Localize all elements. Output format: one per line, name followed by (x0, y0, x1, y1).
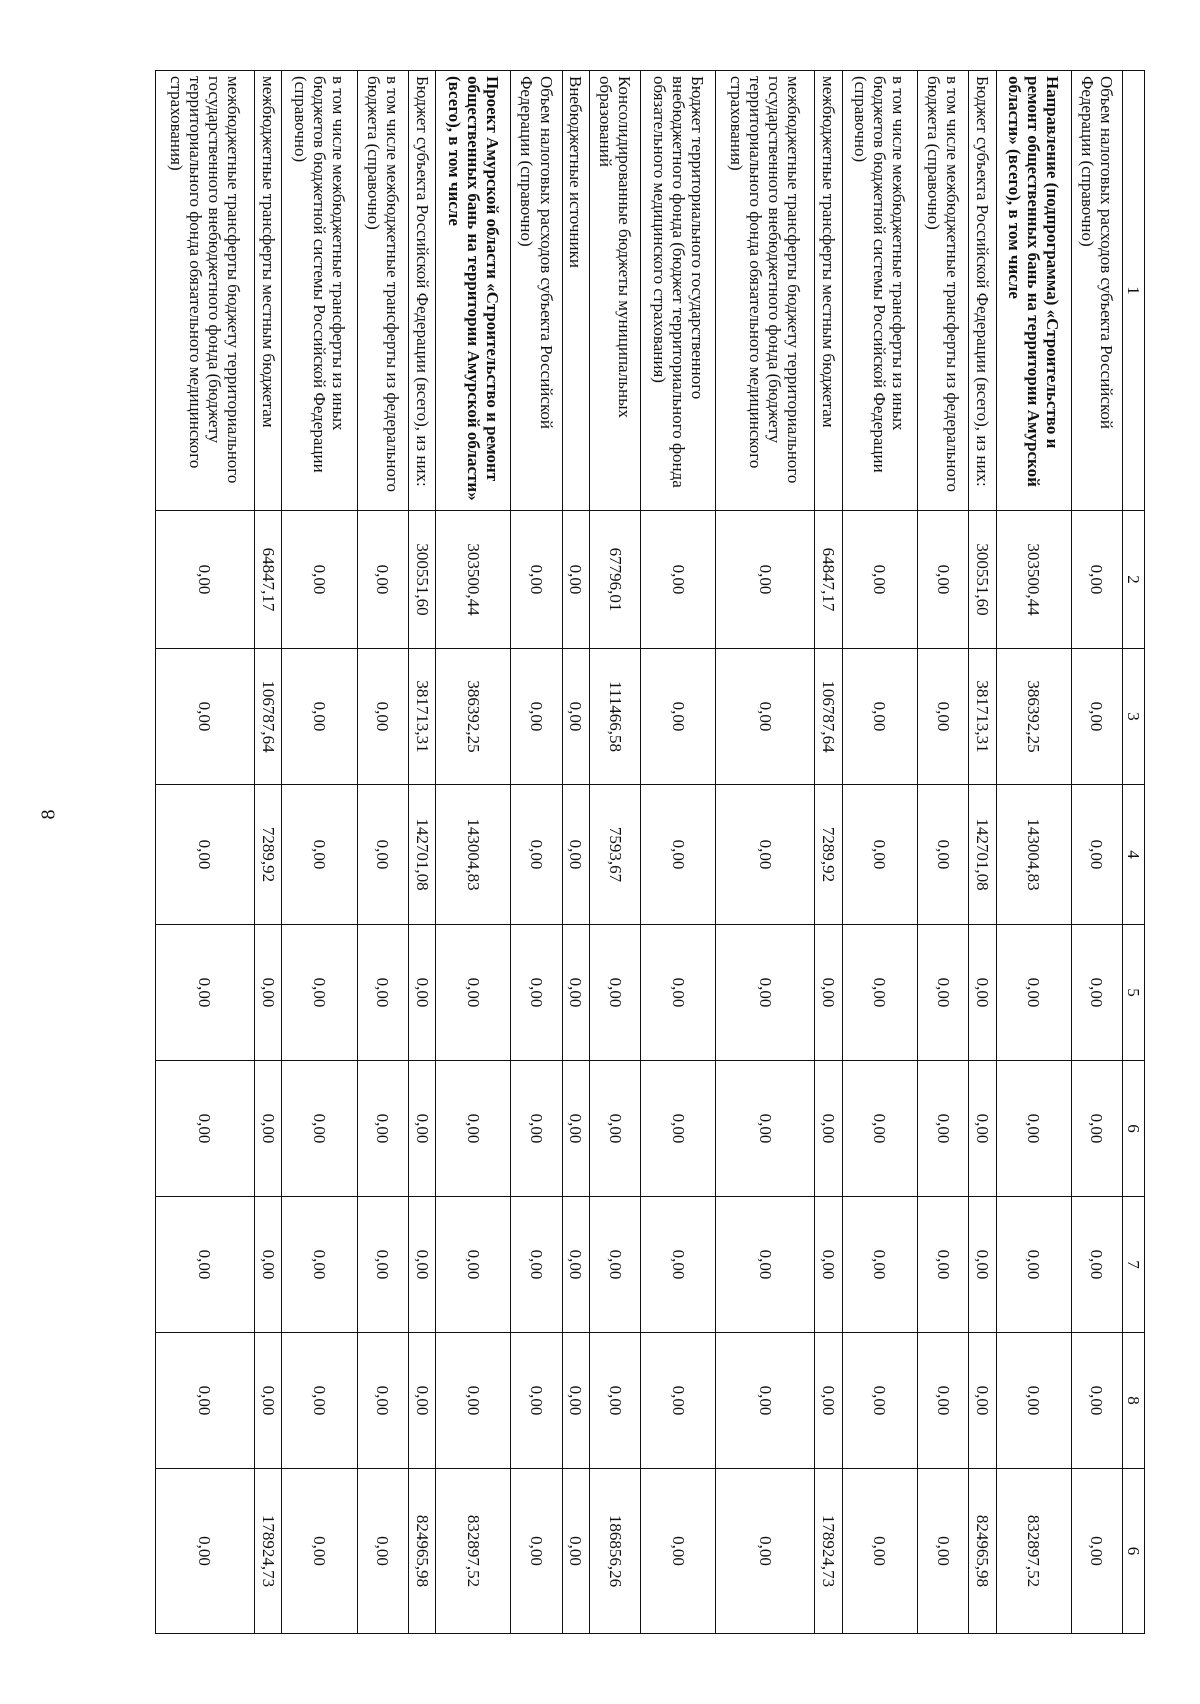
value-cell: 0,00 (996, 1197, 1071, 1333)
value-cell: 0,00 (357, 1333, 408, 1469)
table-row (641, 71, 716, 1634)
row-label: Бюджет субъекта Российской Федерации (всего), из них: (408, 71, 436, 511)
value-cell: 0,00 (716, 1333, 815, 1469)
column-header: 4 (1123, 785, 1145, 925)
value-cell: 0,00 (641, 1197, 716, 1333)
value-cell: 0,00 (641, 1061, 716, 1197)
value-cell: 303500,44 (436, 511, 511, 649)
value-cell: 111466,58 (590, 649, 641, 785)
value-cell: 67796,01 (590, 511, 641, 649)
value-cell: 0,00 (716, 1469, 815, 1634)
value-cell: 300551,60 (408, 511, 436, 649)
value-cell: 0,00 (562, 785, 590, 925)
table-row (716, 71, 815, 1634)
value-cell: 0,00 (562, 1197, 590, 1333)
value-cell: 0,00 (408, 1061, 436, 1197)
value-cell: 0,00 (282, 1061, 357, 1197)
table-row (996, 71, 1071, 1634)
value-cell: 0,00 (511, 1197, 562, 1333)
value-cell: 824965,98 (408, 1469, 436, 1634)
value-cell: 0,00 (815, 1197, 843, 1333)
value-cell: 0,00 (282, 785, 357, 925)
value-cell: 0,00 (511, 649, 562, 785)
column-header: 8 (1123, 1333, 1145, 1469)
value-cell: 0,00 (562, 511, 590, 649)
row-label: Внебюджетные источники (562, 71, 590, 511)
table-row (357, 71, 408, 1634)
value-cell: 0,00 (842, 1197, 917, 1333)
value-cell: 106787,64 (815, 649, 843, 785)
value-cell: 0,00 (1071, 1469, 1122, 1634)
value-cell: 0,00 (156, 785, 255, 925)
value-cell: 7289,92 (254, 785, 282, 925)
row-label: в том числе межбюджетные трансферты из иных бюджетов бюджетной системы Российской Федерации (справочно) (282, 71, 357, 511)
value-cell: 0,00 (842, 1061, 917, 1197)
value-cell: 0,00 (917, 1061, 968, 1197)
column-header: 7 (1123, 1197, 1145, 1333)
column-header: 5 (1123, 925, 1145, 1061)
value-cell: 0,00 (357, 1469, 408, 1634)
value-cell: 0,00 (969, 1333, 997, 1469)
value-cell: 0,00 (282, 511, 357, 649)
value-cell: 142701,08 (408, 785, 436, 925)
value-cell: 0,00 (156, 1333, 255, 1469)
table-row (408, 71, 436, 1634)
table-row (282, 71, 357, 1634)
column-header: 6 (1123, 1061, 1145, 1197)
row-label: межбюджетные трансферты местным бюджетам (815, 71, 843, 511)
value-cell: 0,00 (282, 925, 357, 1061)
value-cell: 0,00 (917, 649, 968, 785)
row-label: Направление (подпрограмма) «Строительство и ремонт общественных бань на территории Амурской области» (всего), в том числе (996, 71, 1071, 511)
value-cell: 0,00 (156, 511, 255, 649)
value-cell: 386392,25 (436, 649, 511, 785)
value-cell: 0,00 (842, 649, 917, 785)
value-cell: 0,00 (590, 1061, 641, 1197)
value-cell: 824965,98 (969, 1469, 997, 1634)
value-cell: 143004,83 (996, 785, 1071, 925)
value-cell: 0,00 (716, 785, 815, 925)
value-cell: 0,00 (408, 925, 436, 1061)
value-cell: 0,00 (842, 511, 917, 649)
value-cell: 0,00 (716, 511, 815, 649)
value-cell: 0,00 (641, 925, 716, 1061)
value-cell: 0,00 (562, 925, 590, 1061)
value-cell: 0,00 (156, 649, 255, 785)
page-number: 8 (37, 809, 60, 820)
value-cell: 0,00 (1071, 925, 1122, 1061)
value-cell: 0,00 (357, 925, 408, 1061)
value-cell: 0,00 (716, 649, 815, 785)
value-cell: 0,00 (254, 925, 282, 1061)
table-row (254, 71, 282, 1634)
table-row (562, 71, 590, 1634)
column-header: 1 (1123, 71, 1145, 511)
value-cell: 178924,73 (815, 1469, 843, 1634)
value-cell: 143004,83 (436, 785, 511, 925)
value-cell: 0,00 (590, 1197, 641, 1333)
rotated-table-container (155, 70, 1145, 1633)
row-label: Объем налоговых расходов субъекта Российской Федерации (справочно) (1071, 71, 1122, 511)
value-cell: 0,00 (282, 1469, 357, 1634)
table-row (436, 71, 511, 1634)
value-cell: 0,00 (562, 649, 590, 785)
row-label: Бюджет территориального государственного внебюджетного фонда (бюджет территориального фонда обязательного медицинского страхования) (641, 71, 716, 511)
value-cell: 0,00 (436, 1197, 511, 1333)
value-cell: 0,00 (1071, 1333, 1122, 1469)
value-cell: 0,00 (996, 1061, 1071, 1197)
value-cell: 0,00 (641, 1469, 716, 1634)
value-cell: 0,00 (842, 1469, 917, 1634)
row-label: Объем налоговых расходов субъекта Российской Федерации (справочно) (511, 71, 562, 511)
value-cell: 0,00 (357, 511, 408, 649)
value-cell: 0,00 (436, 925, 511, 1061)
value-cell: 0,00 (156, 925, 255, 1061)
value-cell: 0,00 (254, 1333, 282, 1469)
value-cell: 0,00 (511, 511, 562, 649)
value-cell: 386392,25 (996, 649, 1071, 785)
value-cell: 0,00 (282, 1197, 357, 1333)
value-cell: 0,00 (156, 1469, 255, 1634)
table-row (156, 71, 255, 1634)
column-header: 3 (1123, 649, 1145, 785)
value-cell: 7289,92 (815, 785, 843, 925)
value-cell: 0,00 (969, 925, 997, 1061)
table-body (156, 71, 1123, 1634)
row-label: в том числе межбюджетные трансферты из федерального бюджета (справочно) (357, 71, 408, 511)
value-cell: 0,00 (716, 1197, 815, 1333)
table-row (969, 71, 997, 1634)
value-cell: 0,00 (996, 925, 1071, 1061)
value-cell: 0,00 (562, 1061, 590, 1197)
value-cell: 0,00 (917, 925, 968, 1061)
value-cell: 0,00 (357, 1197, 408, 1333)
value-cell: 0,00 (815, 1061, 843, 1197)
value-cell: 381713,31 (408, 649, 436, 785)
column-header: 2 (1123, 511, 1145, 649)
value-cell: 0,00 (511, 1333, 562, 1469)
value-cell: 0,00 (282, 649, 357, 785)
table-row (815, 71, 843, 1634)
value-cell: 0,00 (511, 785, 562, 925)
value-cell: 0,00 (562, 1469, 590, 1634)
value-cell: 832897,52 (436, 1469, 511, 1634)
table-row (842, 71, 917, 1634)
value-cell: 0,00 (969, 1061, 997, 1197)
row-label: Бюджет субъекта Российской Федерации (всего), из них: (969, 71, 997, 511)
value-cell: 0,00 (641, 649, 716, 785)
value-cell: 0,00 (511, 1469, 562, 1634)
value-cell: 0,00 (511, 925, 562, 1061)
value-cell: 832897,52 (996, 1469, 1071, 1634)
value-cell: 303500,44 (996, 511, 1071, 649)
value-cell: 142701,08 (969, 785, 997, 925)
value-cell: 0,00 (1071, 1197, 1122, 1333)
value-cell: 0,00 (254, 1197, 282, 1333)
value-cell: 0,00 (357, 785, 408, 925)
value-cell: 0,00 (590, 1333, 641, 1469)
value-cell: 7593,67 (590, 785, 641, 925)
value-cell: 0,00 (969, 1197, 997, 1333)
value-cell: 0,00 (1071, 511, 1122, 649)
value-cell: 0,00 (408, 1333, 436, 1469)
value-cell: 0,00 (1071, 649, 1122, 785)
column-header: 6 (1123, 1469, 1145, 1634)
table-row (917, 71, 968, 1634)
value-cell: 0,00 (156, 1197, 255, 1333)
value-cell: 0,00 (590, 925, 641, 1061)
value-cell: 0,00 (254, 1061, 282, 1197)
value-cell: 0,00 (842, 1333, 917, 1469)
value-cell: 0,00 (357, 649, 408, 785)
value-cell: 0,00 (815, 925, 843, 1061)
value-cell: 0,00 (357, 1061, 408, 1197)
value-cell: 0,00 (511, 1061, 562, 1197)
value-cell: 0,00 (917, 1333, 968, 1469)
value-cell: 106787,64 (254, 649, 282, 785)
value-cell: 64847,17 (254, 511, 282, 649)
value-cell: 0,00 (842, 785, 917, 925)
value-cell: 0,00 (282, 1333, 357, 1469)
row-label: межбюджетные трансферты бюджету территориального государственного внебюджетного фонда (бюджету территориального фонда обязательного медицинского страхования) (716, 71, 815, 511)
value-cell: 300551,60 (969, 511, 997, 649)
value-cell: 186856,26 (590, 1469, 641, 1634)
value-cell: 0,00 (716, 925, 815, 1061)
value-cell: 0,00 (562, 1333, 590, 1469)
value-cell: 0,00 (917, 785, 968, 925)
header-row (1123, 71, 1145, 1634)
value-cell: 0,00 (156, 1061, 255, 1197)
value-cell: 0,00 (641, 511, 716, 649)
value-cell: 178924,73 (254, 1469, 282, 1634)
table-row (590, 71, 641, 1634)
row-label: межбюджетные трансферты местным бюджетам (254, 71, 282, 511)
table-row (511, 71, 562, 1634)
value-cell: 0,00 (917, 1197, 968, 1333)
value-cell: 0,00 (641, 1333, 716, 1469)
value-cell: 0,00 (641, 785, 716, 925)
value-cell: 0,00 (917, 1469, 968, 1634)
row-label: межбюджетные трансферты бюджету территориального государственного внебюджетного фонда (бюджету территориального фонда обязательного медицинского страхования) (156, 71, 255, 511)
row-label: в том числе межбюджетные трансферты из иных бюджетов бюджетной системы Российской Федерации (справочно) (842, 71, 917, 511)
row-label: Проект Амурской области «Строительство и ремонт общественных бань на территории Амурской области» (всего), в том числе (436, 71, 511, 511)
value-cell: 0,00 (815, 1333, 843, 1469)
table-row (1071, 71, 1122, 1634)
value-cell: 0,00 (842, 925, 917, 1061)
value-cell: 0,00 (996, 1333, 1071, 1469)
value-cell: 64847,17 (815, 511, 843, 649)
value-cell: 0,00 (716, 1061, 815, 1197)
row-label: Консолидированные бюджеты муниципальных образований (590, 71, 641, 511)
value-cell: 381713,31 (969, 649, 997, 785)
value-cell: 0,00 (436, 1061, 511, 1197)
value-cell: 0,00 (917, 511, 968, 649)
row-label: в том числе межбюджетные трансферты из федерального бюджета (справочно) (917, 71, 968, 511)
value-cell: 0,00 (1071, 785, 1122, 925)
budget-table (155, 70, 1145, 1634)
value-cell: 0,00 (436, 1333, 511, 1469)
value-cell: 0,00 (408, 1197, 436, 1333)
value-cell: 0,00 (1071, 1061, 1122, 1197)
